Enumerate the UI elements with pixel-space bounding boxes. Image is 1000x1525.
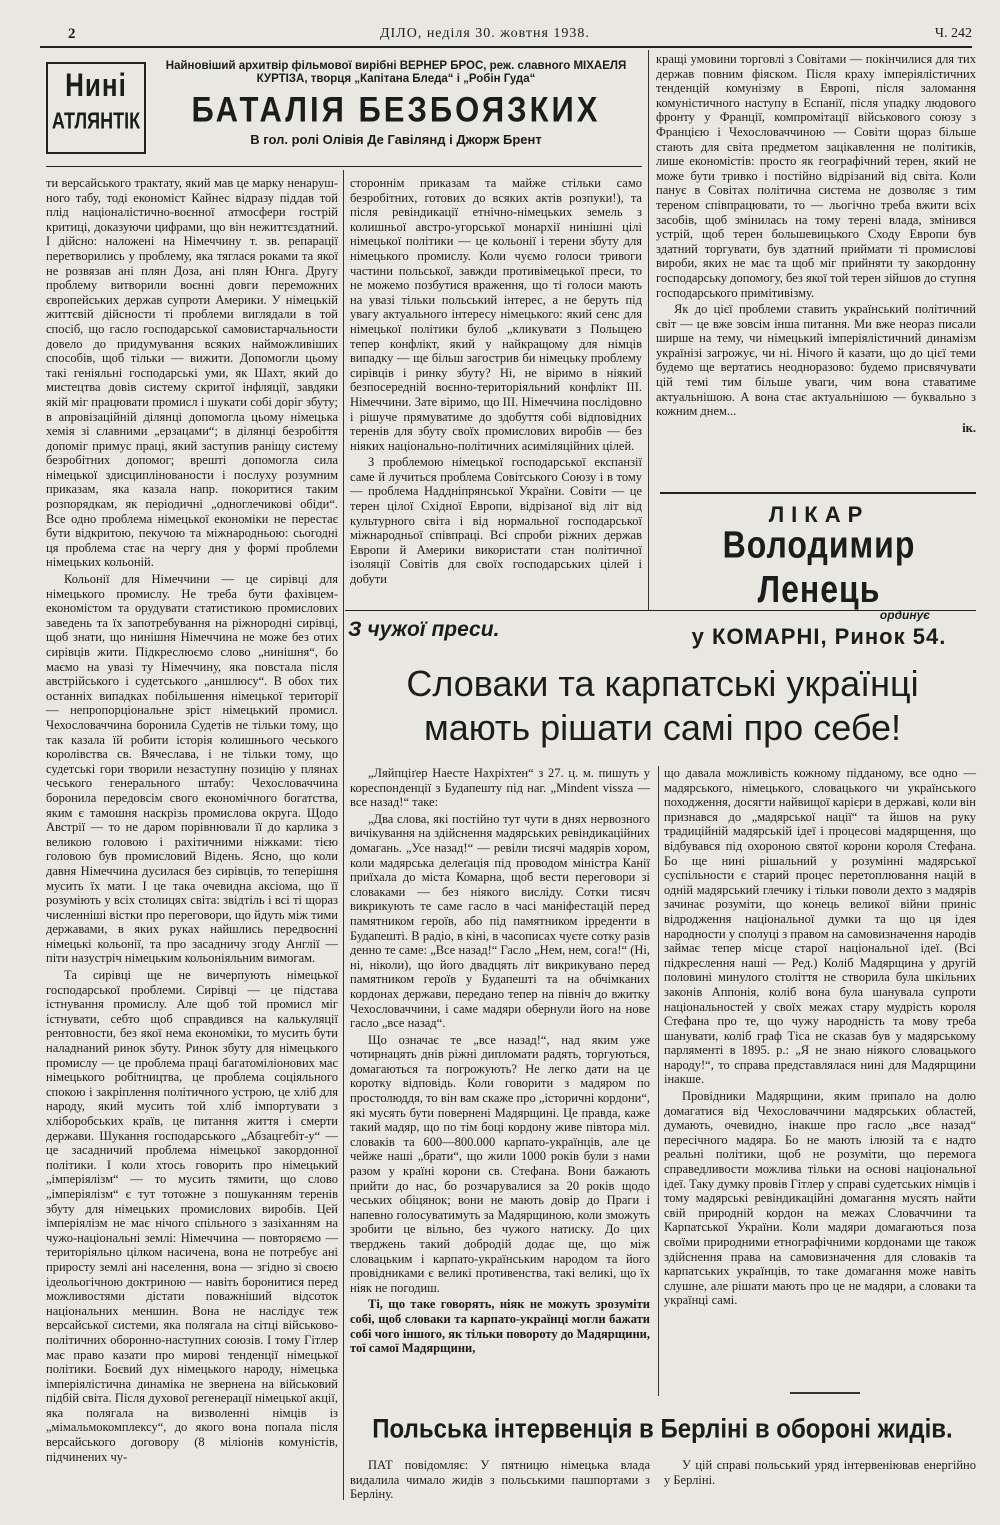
doctor-name: Володимир Ленець [722, 522, 916, 611]
cinema-logo-line1: Нині [65, 66, 127, 104]
issue-number: Ч. 242 [934, 26, 972, 41]
article-column-1 [46, 176, 338, 1464]
cinema-ad-line1: Найновіший архитвір фільмової вирібні ВЕРНЕР БРОС, реж. славного МІХАЕЛЯ [165, 60, 627, 72]
newspaper-dateline: ДІЛО, неділя 30. жовтня 1938. [380, 26, 590, 41]
paragraph: кращі умовини торговлі з Совітами — покінчилися для тих держав повним фіяском. Після краху імперіялістичних тенденцій комунізму в Европі, після заломання комуністичного наступу в Еспанії, після упадку людового фронту у Франції, компромітації військового союзу з Францією і Чехословаччиною — Совіти щораз більше стають для світа предметом зацікавлення не політиків, лише економістів: просто як географічний терен, який не може бути тривко і постійно відрізаний від світа. Коли панує в Совітах політична система не дозволяє з тим тереном співпрацювати, то — льогічно треба вжити всіх засобів, щоб змінилась на тому терені влада, змінився устрій, щоб терен большевицького Сходу Европи був здатний торгувати, був здатний приймати ті промислові вироби, яких не має та щоб міг прийняти ту закордонну господарську допомогу, без якої той терен зійшов до ступня господарського примітивізму. [656, 52, 976, 300]
ad-rule [46, 166, 642, 167]
paragraph: ПАТ повідомляє: У пятницю німецька влада видалила чимало жидів з польськими пашпортами з Берліну. [350, 1458, 650, 1502]
section-label: З чужої преси. [348, 618, 500, 641]
column-rule [648, 50, 649, 610]
column-rule [343, 170, 344, 1500]
doctor-ordinates: ординує [879, 608, 930, 622]
headline-polish: Польська інтервенція в Берліні в обороні жидів. [372, 1414, 953, 1445]
article-column-5 [664, 766, 976, 1308]
column-rule [658, 766, 659, 1396]
doctor-address: у КОМАРНІ, Ринок 54. [691, 624, 947, 649]
doctor-ad [660, 500, 978, 649]
article-column-4 [350, 766, 650, 1356]
paragraph: що давала можливість кожному підданому, все одно — мадярського, німецького, словацького чи українського походження, досягти найвищої карієри в державі, коли він признався до „мадярської нації“ та йшов на руку традиційній мадярській ідеї і процесові мадярщення, що відбувався під охороною святої корони короля Стефана. Бо ще нині рішальний у розумінні мадярської суспільности є старий процес перетоплювання націй в одній мадярський глечику і тільки поволи дехто з мадярів зачинає розуміти, що конець великої війни приніс відродження національної думки та що ця ідея народности у сполуці з правом на самовизначення народів займає тепер місце старої національної ідеї. (Всі підкреслення наші — Ред.) Коліб Мадярщина у другій половині минулого століття не створила була шкільних законів Аппонія, коліб вона була шанувала супроти національностей у своїх межах стару мудрість короля Стефана про те, що чужу народність та мову треба шанувати, коліб граф Тіса не сказав був у мадярському парляменті в 1895. р.: „Я не знаю ніякого словацького народу!“, то справа представлялася нині для Мадярщини інакше. [664, 766, 976, 1087]
headline-line1: Словаки та карпатські українці [406, 663, 919, 704]
doctor-title: ЛІКАР [768, 502, 870, 527]
paragraph: Та сирівці ще не вичерпують німецької господарської проблеми. Сирівці — це підстава істнування промислу. Але щоб той промисл міг істнувати, себто щоб справдився на калькуляції рентовности, без якої нема економіки, то мусить бути наладнаний ринок збуту. Ринок збуту для німецького промислу — це проблема праці багатоміліонових мас німецького робітництва, це проблема соціяльного спокою і закріплення політичного устрою, це хліб для народу, який мусить той хліб імпортувати з хліборобських країв, це питання життя і смерти держави. Шукання господарського „Абзацгебіт-у“ — це засадничий проблема німецької закордонної політики. І коли хтось говорить про німецький „імперіялізм“ — то мусить тямити, що слово „імперіялізм“ є тут тотожне з пошуканням теренів збуту для німецьких промислових виробів. Цей імперіялізм не має нічого спільного з зазіханням на чужо-національні землі: Німеччина — повторяємо — територіяльно цілком насичена, вона не потребує ані приросту землі ані населення, вона — згідно зі своєю ідеольогічною доктриною — навіть боронитися перед можливостями дістати поважніший відсоток національних меншин. Вона не наслідує теж версайської системи, яка полягала на сітці військово-політичних оборонно-наступних союзів. І тому Гітлер має право казати про мирові тенденції німецької політики. Боєвий дух німецького народу, німецька імперіялістична динаміка не звернена на військовий підбій світа. Після духової регенерації німецької акції, яка полягала на визволенні німців із „мімальмокомплексу“, до якого вона попала після версайського договору (8 міліонів комуністів, підчинених чу- [46, 968, 338, 1464]
cinema-logo [46, 62, 146, 154]
film-title: БАТАЛІЯ БЕЗБОЯЗКИХ [191, 89, 601, 130]
section-rule [345, 610, 976, 611]
cinema-logo-line2: АТЛЯНТІК [51, 107, 141, 134]
paragraph: ти версайського трактату, який мав це марку ненарушного табу, тоді економіст Кайнес відразу піддав той плід націоналістично-воєнної атмосфери гострій критиці, доказуючи цифрами, що він нежиттєздатний. І дійсно: наложені на Німеччину т. зв. репарації перетворились у проблему, яка тяглася роками та якої не розвязав ані плян Доза, ані плян Юнга. Другу проблему витворили воєнні довги переможних європейських держав супроти Америки. У німецькій життєвій дійсности ті проблеми виглядали в той спосіб, що гасло господарської самовистарчальности довело до придумування всяких найможливіших способів, щоб тільки — вижити. Допомогли цьому такі геніяльні господарські уми, як Шахт, який до мистецтва довів систему скритої інфляції, завдяки якій міг працювати промисл і шукати собі доріг збуту; в апровізаційній ділянці допомогла цьому німецька хемія зі славними „ерзацами“; в ділянці безробіття допоміг примус праці, який заступив раніщу систему безробітних допомог; врешті допомогла сила німецької здисциплінованости і послуху розумним приказам, яка казала напр. покоритися таким розпорядкам, як періодичні „одноглечикові обіди“. Все одно проблема німецької економіки не перестає бути відкритою, пекучою та міжнародньою: сьогодні ця проблема стає на чергу дня у формі проблеми німецьких кольоній. [46, 176, 338, 570]
header-rule [40, 46, 972, 48]
page-header [40, 22, 972, 44]
paragraph: Ті, що таке говорять, ніяк не можуть зрозуміти собі, щоб словаки та карпато-українці могли бажати собі чого іншого, як тільки повороту до Мадярщини, тої самої Мадярщини, [350, 1297, 650, 1356]
article-column-2 [350, 176, 642, 587]
film-cast: В гол. ролі Олівія Де Гавілянд і Джорж Брент [250, 132, 542, 147]
article-column-7 [664, 1458, 976, 1487]
cinema-ad-line2: КУРТІЗА, творця „Капітана Бледа“ і „Робін Гуда“ [256, 73, 536, 85]
paragraph: Що означає те „все назад!“, над яким уже чотирнацять днів ріжні дипломати радять, торгуються, домагаються та погрожують? Не легко дати на це коротку відповідь. Коли говорити з мадяром по простолюддя, то він вам скаже про „історичні кордони“, які мусять бути повернені Мадярщині. Це правда, каже такий мадяр, що по тім боці кордону живе півтора міл. словаків та 600—800.000 карпато-українців, але це чейже наші „брати“, що жили 1000 років були з нами разом у країні корони св. Стефана. Вони бажають прийти до нас, бо розчарувалися за 20 років щодо чеських обіцянок; вони не мають довір до Праги і напевно голосуватимуть за Мадярщиною, коли зможуть зробити це вільно, без чужого натиску. До цих тверджень такий добродій додає ще, що між словацьким і карпато-українським народом та його провідниками є великі противенства, такі великі, що їх ніяк не погодиш. [350, 1032, 650, 1295]
doctor-ad-rule [660, 492, 976, 494]
article-column-6 [350, 1458, 650, 1502]
paragraph: Як до цієї проблеми ставить український політичний світ — це вже зовсім інша питання. Ми вже неораз писали ширше на тему, чи німецький імперіялістичний динамізм українізі загрожує, чи ні. Нічого й казати, що до цієї теми будемо ще вертатись неодноразово: будемо присвячувати цій темі тим більше уваги, чим вона ставатиме актуальнішою. А вона стає актуальнішою — буквально з кожним днем... [656, 302, 976, 419]
paragraph: Кольонії для Німеччини — це сирівці для німецького промислу. Не треба бути фахівцем-економістом та орудувати статистикою промислових заведень та їх запотребування на ріжнородні сирівці, щоб знати, що нинішня Німеччина не може без отих сирівців жити. Підкреслюємо слово „нинішня“, бо маємо на увазі ту Німеччину, яка повстала після австрійського і судетського „аншлюсу“. В обох тих останніх випадках побільшення німецької території — непропорціональне зріст німецький промисл. Чехословаччина боронила Судетів не тільки тому, що так казала їй робити історія колишнього чеського королівства св. Вячеслава, і не тільки тому, що судетські гори творили незаступну позицію у плянах чеського генерального штабу: Чехословаччина боронила передовсім свого економічного богатства, яким є тамошня наскрізь промислова округа. Щодо Австрії — то не даром порівнювали її до карлика з великою головою і рахітичними ніжками: тією головою був промисловий Відень. Ясно, що коли давня Німеччина дусилася без сирівців, то теперішня мусить їх мати. І це така очевидна аксіома, що її розуміють у всіх столицях світа: звідтіль і всі ті щораз численніші вістки про переговори, що йдуть між тими державами, в яких руках найшлись передвоєнні німецькі кольонії, та про засадничу згоду Англії — піти назустріч німецьким кольоніяльним вимогам. [46, 572, 338, 966]
headline-line2: мають рішати самі про себе! [423, 707, 902, 748]
paragraph: Провідники Мадярщини, яким припало на долю домагатися від Чехословаччини мадярських областей, думають, очевидно, інакше про гасло „все назад“ пересічного мадяра. Бо не мають ілюзій та є надто реальні політики, щоб не розуміти, що перемога справедливости можлива тільки на основі національної ідеї. Таку думку провів Гітлер у справі судетських німців і тому мадярські ревіндикаційні домагання мусять найти свій природній кордон на межах Словаччини та Карпатської України. Коли мадяри домагаються поза своїми природними етнографічними кордонами ще також здійснення права на самовизначення для словаків та карпатських українців, то таке домагання може навіть слушне, але рішати мають про це не мадяри, а словаки та українці самі. [664, 1089, 976, 1308]
paragraph: У цій справі польський уряд інтервеніював енергійно у Берліні. [664, 1458, 976, 1487]
paragraph: стороннім приказам та майже стільки само безробітних, готових до всяких актів розпуки!), та після ревіндикації етнічно-німецьких земель з колишньої австро-угорської монархії нинішні цілі німецької політики — це кольонії і терени збуту для німецького промислу. Коли чуємо голоси тривоги частини польської, завжди противімецької преси, то не можемо позбутися враження, що ті голоси мають на увазі тільки польський інтерес, а не беруть під увагу актуального інтересу німецького: який сенс для німецької політики булоб „кликувати з Польщею тепер конфлікт, який у найкращому для німців випадку — ще більш загострив би німецьку проблему сирівців і ринку збуту? Ні, не віримо в ніякий безпосередній воєнно-територіяльний конфлікт ІІІ. Німеччини. Зате віримо, що ІІІ. Німеччина послідовно і рішуче прямуватиме до здобуття собі відповідних теренів для збуту своїх промислових виробів — без ніяких національно-політичних асиміляційних цілей. [350, 176, 642, 453]
page-number: 2 [68, 26, 76, 42]
article-signature: ік. [962, 420, 976, 435]
article-column-3 [656, 52, 976, 435]
paragraph: „Ляйпціґер Наесте Нахріхтен“ з 27. ц. м. пишуть у кореспонденції з Будапешту під наг. „Mindent vissza — все назад!“ таке: [350, 766, 650, 810]
article-end-rule [790, 1392, 860, 1394]
paragraph: З проблемою німецької господарської експанзії саме й лучиться проблема Совітського Союзу і в тому — проблема Наддніпрянської України. Совіти — це терен цілої Східної Европи, відрізаної від літ від культурного світа і від нормальної господарської міжнародньої співпраці. Всі спроби ріжних держав Европи й Америки використати стан політичної ізоляції Совітів для своїх господарських цілей і добути [350, 455, 642, 587]
paragraph: „Два слова, які постійно тут чути в днях нервозного вичікування на здійснення мадярських ревіндикаційних домагань. „Усе назад!“ — ревіли тисячі мадярів хором, коли мадярська делеґація під проводом міністра Канії приїхала до міста Комарна, щоб вести переговори зі словаками — без ніякого висліду. Сотки тисяч викрикують те саме гасло в часі маніфестацій перед памятником героїв, або під памятником ірреденти в Будапешті. В радіо, в кіні, в часописах чуєте сотку разів денно те саме: „Все назад!“ Гасло „Нем, нем, сога!“ (Ні, ні, ніколи), що його двадцять літ викрикувано перед памятником героїв у Будапешті та на обчімканих кордонах держави, передано тепер на північ до вжитку Чехословаччини, і саме мадяри обернули його на нове гасло „все назад“. [350, 811, 650, 1031]
cinema-ad [152, 60, 640, 160]
